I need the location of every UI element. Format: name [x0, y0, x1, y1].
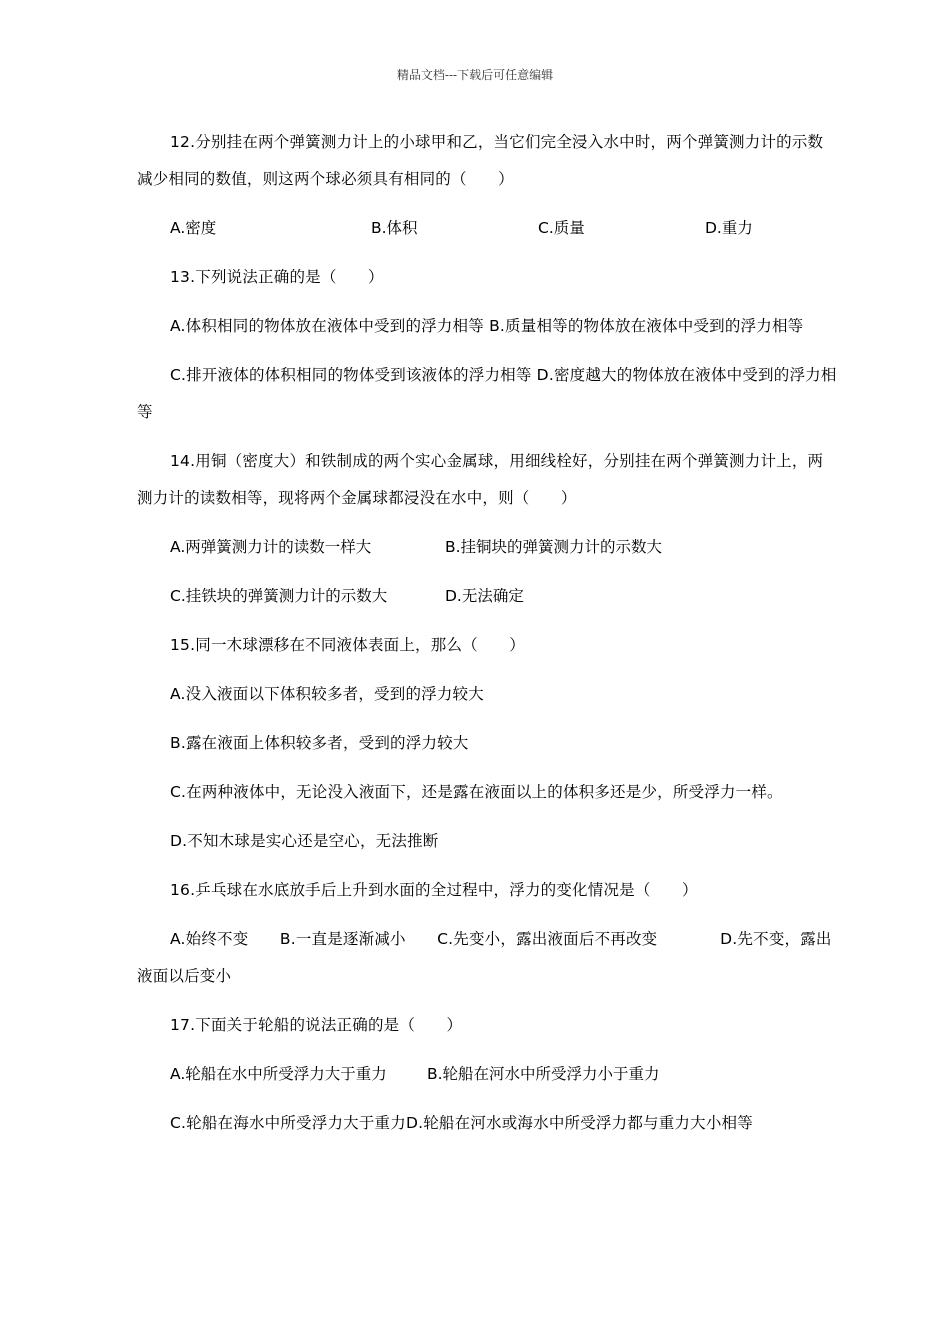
option-a: A.密度 [170, 219, 217, 237]
document-body [137, 124, 837, 1154]
question-13-options-cd: C.排开液体的体积相同的物体受到该液体的浮力相等 D.密度越大的物体放在液体中受到的浮力相等 [137, 366, 837, 421]
question-14-options-cd [137, 578, 837, 615]
question-15-option-c: C.在两种液体中，无论没入液面下，还是露在液面以上的体积多还是少，所受浮力一样。 [170, 783, 783, 801]
question-13-options-ab: A.体积相同的物体放在液体中受到的浮力相等 B.质量相等的物体放在液体中受到的浮力相等 [170, 317, 804, 335]
question-16-options: A.始终不变 B.一直是逐渐减小 C.先变小，露出液面后不再改变 D.先不变，露出液面以后变小 [137, 930, 832, 985]
option-d: D.重力 [705, 219, 753, 237]
question-17-options-ab [137, 1056, 837, 1093]
option-c: C.质量 [538, 219, 585, 237]
question-15-option-a: A.没入液面以下体积较多者，受到的浮力较大 [170, 685, 484, 703]
option-a: A.轮船在水中所受浮力大于重力 [170, 1065, 387, 1083]
question-12-stem: 12.分别挂在两个弹簧测力计上的小球甲和乙，当它们完全浸入水中时，两个弹簧测力计的示数减少相同的数值，则这两个球必须具有相同的（ ） [137, 133, 824, 188]
question-12-options [137, 210, 837, 247]
option-a: A.两弹簧测力计的读数一样大 [170, 538, 372, 556]
question-14-options-ab [137, 529, 837, 566]
question-16-stem: 16.乒乓球在水底放手后上升到水面的全过程中，浮力的变化情况是（ ） [170, 881, 698, 899]
question-15-stem: 15.同一木球漂移在不同液体表面上，那么（ ） [170, 636, 525, 654]
option-b: B.轮船在河水中所受浮力小于重力 [427, 1065, 660, 1083]
question-14-stem: 14.用铜（密度大）和铁制成的两个实心金属球，用细线栓好，分别挂在两个弹簧测力计上，两测力计的读数相等，现将两个金属球都浸没在水中，则（ ） [137, 452, 824, 507]
option-d: D.无法确定 [445, 587, 524, 605]
question-13-stem: 13.下列说法正确的是（ ） [170, 268, 384, 286]
question-15-option-d: D.不知木球是实心还是空心，无法推断 [170, 832, 439, 850]
page-header: 精品文档---下载后可任意编辑 [396, 68, 554, 82]
question-17-stem: 17.下面关于轮船的说法正确的是（ ） [170, 1016, 463, 1034]
question-17-options-cd: C.轮船在海水中所受浮力大于重力D.轮船在河水或海水中所受浮力都与重力大小相等 [170, 1114, 753, 1132]
question-15-option-b: B.露在液面上体积较多者，受到的浮力较大 [170, 734, 469, 752]
option-b: B.挂铜块的弹簧测力计的示数大 [445, 538, 663, 556]
option-c: C.挂铁块的弹簧测力计的示数大 [170, 587, 388, 605]
option-b: B.体积 [371, 219, 418, 237]
